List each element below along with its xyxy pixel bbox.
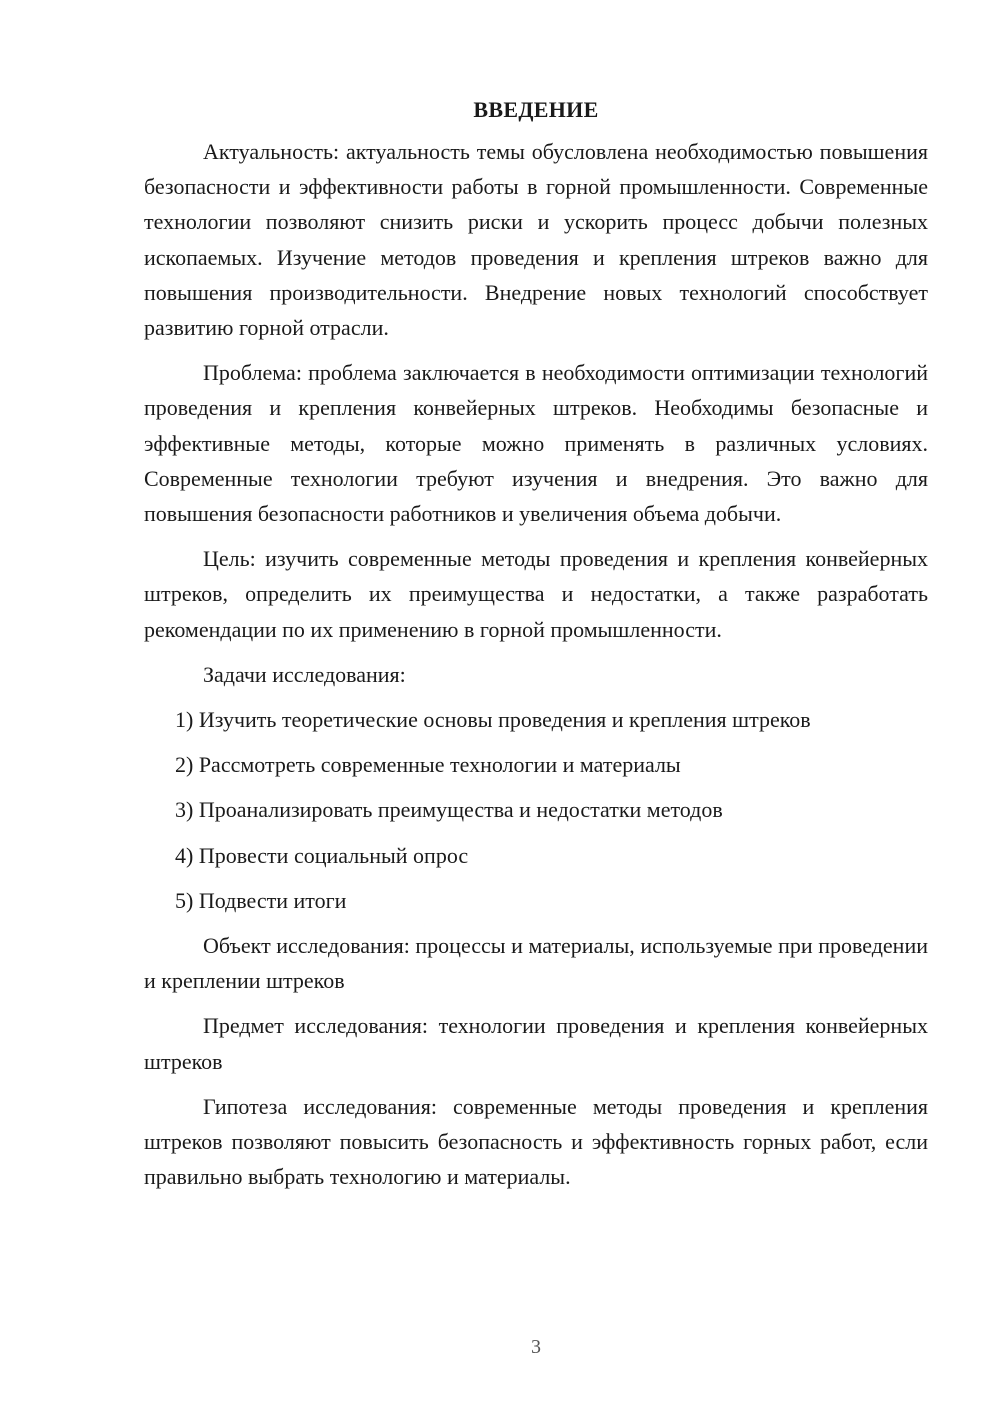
relevance-paragraph: Актуальность: актуальность темы обусловлена необходимостью повышения безопасности и эффективности работы в горной промышленности. Современные технологии позволяют снизить риски и ускорить процесс добычи полезных ископаемых. Изучение методов проведения и крепления штреков важно для повышения производительности. Внедрение новых технологий способствует развитию горной отрасли. <box>144 139 928 341</box>
task-item: 4) Провести социальный опрос <box>175 842 469 868</box>
task-item: 5) Подвести итоги <box>175 887 347 913</box>
page-number: 3 <box>531 1336 541 1358</box>
problem-paragraph: Проблема: проблема заключается в необходимости оптимизации технологий проведения и крепления конвейерных штреков. Необходимы безопасные и эффективные методы, которые можно применять в различных условиях. Современные технологии требуют изучения и внедрения. Это важно для повышения безопасности работников и увеличения объема добычи. <box>144 360 928 527</box>
subject-paragraph: Предмет исследования: технологии проведения и крепления конвейерных штреков <box>144 1013 928 1074</box>
tasks-list <box>144 702 928 918</box>
task-item: 1) Изучить теоретические основы проведения и крепления штреков <box>175 707 811 733</box>
goal-paragraph: Цель: изучить современные методы проведения и крепления конвейерных штреков, определить их преимущества и недостатки, а также разработать рекомендации по их применению в горной промышленности. <box>144 546 928 642</box>
task-item: 2) Рассмотреть современные технологии и материалы <box>175 752 681 778</box>
document-page <box>144 92 928 1204</box>
tasks-heading: Задачи исследования: <box>203 661 406 687</box>
task-item: 3) Проанализировать преимущества и недостатки методов <box>175 797 723 823</box>
hypothesis-paragraph: Гипотеза исследования: современные методы проведения и крепления штреков позволяют повысить безопасность и эффективность горных работ, если правильно выбрать технологию и материалы. <box>144 1093 928 1190</box>
object-paragraph: Объект исследования: процессы и материалы, используемые при проведении и креплении штреков <box>144 933 928 994</box>
document-title: ВВЕДЕНИЕ <box>473 97 599 122</box>
